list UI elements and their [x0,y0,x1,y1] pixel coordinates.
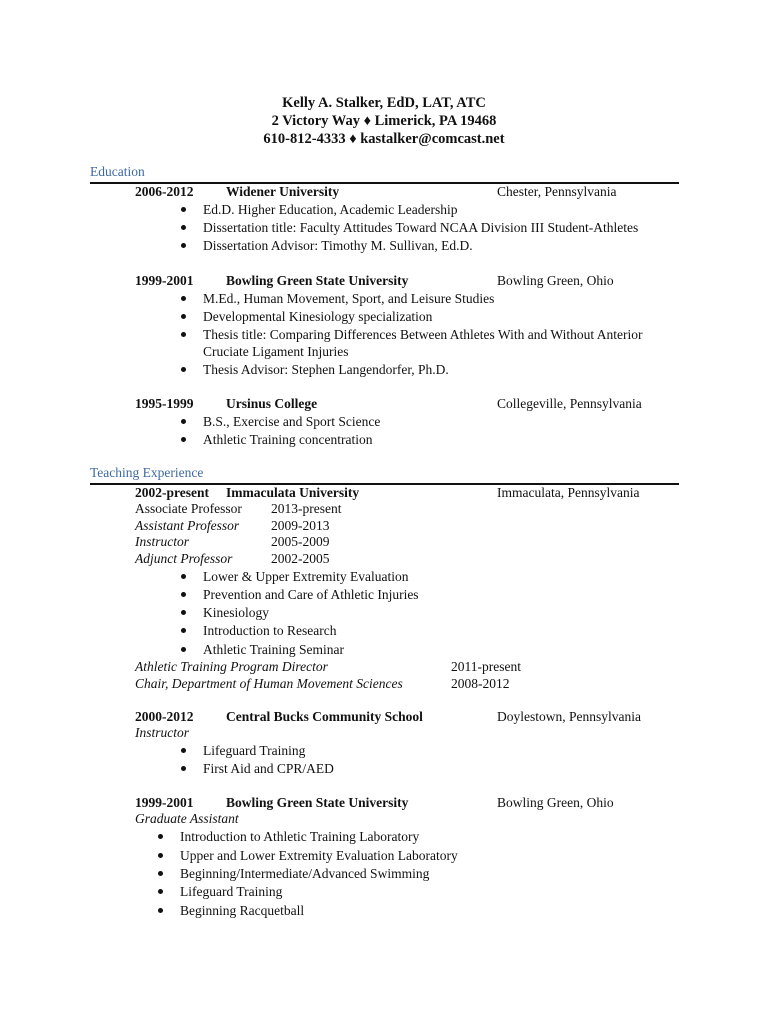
entry-years: 2002-present [135,485,209,500]
entry-location: Immaculata, Pennsylvania [497,485,640,500]
list-item: Prevention and Care of Athletic Injuries [203,587,419,602]
role-dates: 2009-2013 [271,518,330,533]
list-item-continuation: Cruciate Ligament Injuries [203,344,349,359]
bullet-icon [181,610,186,615]
bullet-icon [181,314,186,319]
list-item: Kinesiology [203,605,269,620]
list-item: Lower & Upper Extremity Evaluation [203,569,409,584]
bullet-icon [181,207,186,212]
bullet-icon [158,834,163,839]
bullet-icon [181,748,186,753]
role-title: Adjunct Professor [135,551,233,566]
bullet-icon [181,647,186,652]
admin-role-dates: 2008-2012 [451,676,510,691]
bullet-icon [181,367,186,372]
list-item: Lifeguard Training [203,743,306,758]
list-item: Thesis Advisor: Stephen Langendorfer, Ph.D. [203,362,449,377]
role-title: Instructor [135,534,189,549]
list-item: Athletic Training Seminar [203,642,344,657]
list-item: Dissertation Advisor: Timothy M. Sullivan, Ed.D. [203,238,473,253]
list-item: Lifeguard Training [180,884,283,899]
list-item: Upper and Lower Extremity Evaluation Laboratory [180,848,458,863]
admin-role-dates: 2011-present [451,659,521,674]
list-item: Dissertation title: Faculty Attitudes Toward NCAA Division III Student-Athletes [203,220,639,235]
entry-location: Bowling Green, Ohio [497,273,614,288]
list-item: Thesis title: Comparing Differences Between Athletes With and Without Anterior [203,327,643,342]
bullet-icon [181,225,186,230]
entry-institution: Ursinus College [226,396,318,411]
entry-institution: Central Bucks Community School [226,709,423,724]
entry-location: Collegeville, Pennsylvania [497,396,642,411]
list-item: Beginning/Intermediate/Advanced Swimming [180,866,430,881]
bullet-icon [181,437,186,442]
bullet-icon [181,296,186,301]
admin-role-title: Athletic Training Program Director [135,659,328,674]
teaching-section-title: Teaching Experience [90,465,204,480]
list-item: Introduction to Research [203,623,337,638]
list-item: B.S., Exercise and Sport Science [203,414,381,429]
bullet-icon [158,871,163,876]
entry-institution: Immaculata University [226,485,360,500]
role-dates: 2005-2009 [271,534,330,549]
candidate-address: 2 Victory Way ♦ Limerick, PA 19468 [271,113,497,129]
entry-location: Chester, Pennsylvania [497,184,617,199]
role-dates: 2002-2005 [271,551,330,566]
entry-institution: Bowling Green State University [226,795,409,810]
list-item: M.Ed., Human Movement, Sport, and Leisure Studies [203,291,495,306]
bullet-icon [181,574,186,579]
entry-location: Bowling Green, Ohio [497,795,614,810]
role-title: Graduate Assistant [135,811,239,826]
candidate-contact: 610-812-4333 ♦ kastalker@comcast.net [263,131,505,147]
role-title: Assistant Professor [135,518,240,533]
entry-institution: Widener University [226,184,340,199]
bullet-icon [181,332,186,337]
list-item: Introduction to Athletic Training Laboratory [180,829,420,844]
list-item: Beginning Racquetball [180,903,305,918]
list-item: Athletic Training concentration [203,432,373,447]
entry-years: 1999-2001 [135,795,194,810]
bullet-icon [181,243,186,248]
role-title: Instructor [135,725,189,740]
list-item: Developmental Kinesiology specialization [203,309,433,324]
role-title: Associate Professor [135,501,242,516]
education-section-title: Education [90,164,145,179]
bullet-icon [181,592,186,597]
admin-role-title: Chair, Department of Human Movement Sciences [135,676,403,691]
bullet-icon [158,908,163,913]
bullet-icon [158,889,163,894]
entry-location: Doylestown, Pennsylvania [497,709,641,724]
list-item: Ed.D. Higher Education, Academic Leadership [203,202,458,217]
entry-institution: Bowling Green State University [226,273,409,288]
list-item: First Aid and CPR/AED [203,761,334,776]
bullet-icon [181,628,186,633]
role-dates: 2013-present [271,501,342,516]
bullet-icon [158,853,163,858]
entry-years: 2006-2012 [135,184,194,199]
entry-years: 2000-2012 [135,709,194,724]
entry-years: 1995-1999 [135,396,194,411]
entry-years: 1999-2001 [135,273,194,288]
candidate-name: Kelly A. Stalker, EdD, LAT, ATC [282,95,486,111]
bullet-icon [181,419,186,424]
bullet-icon [181,766,186,771]
